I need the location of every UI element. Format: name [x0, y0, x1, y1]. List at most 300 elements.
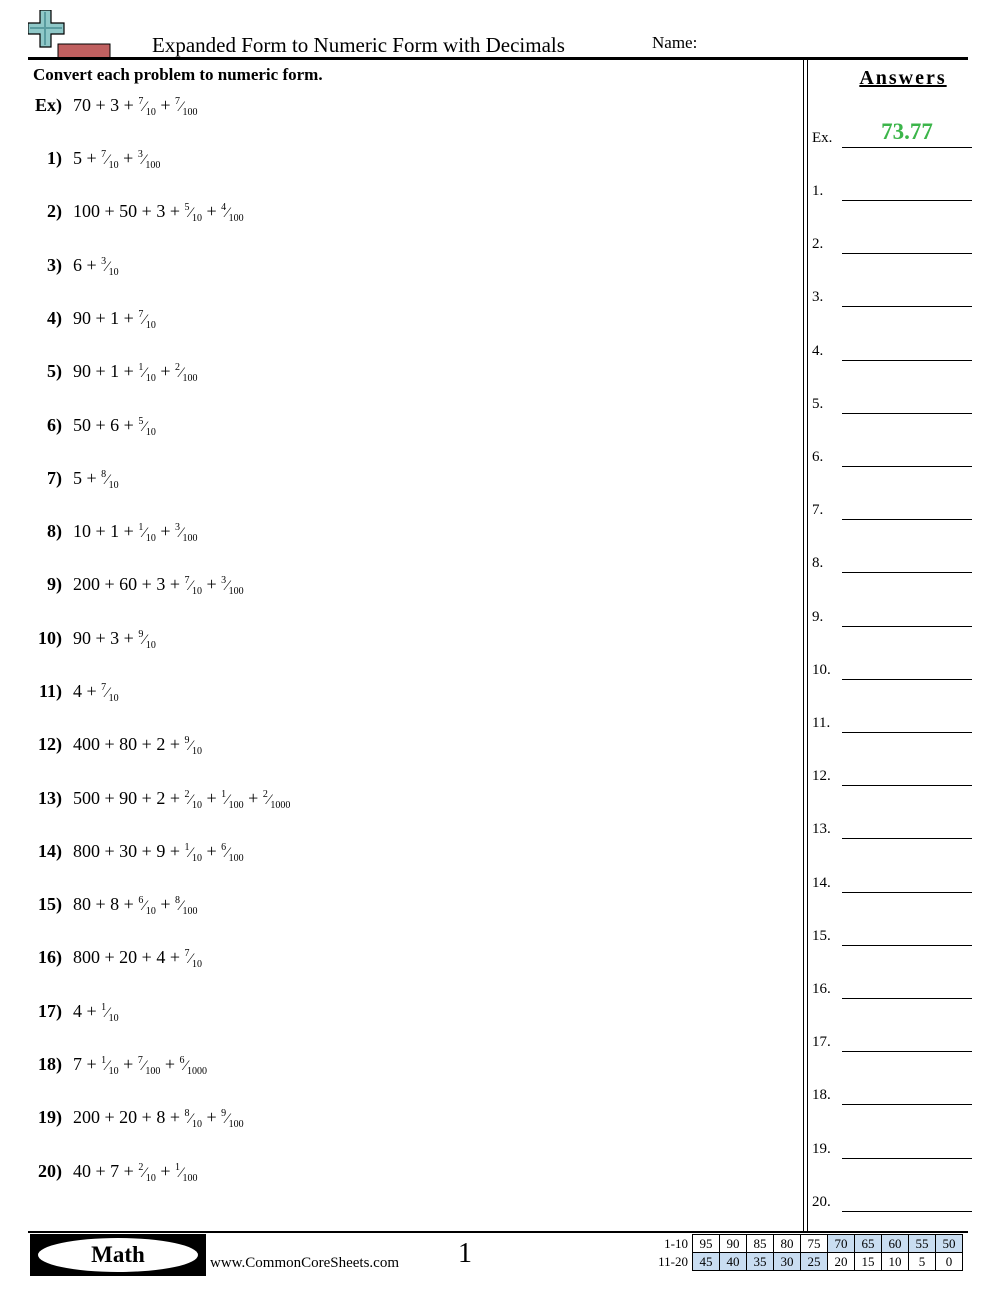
problem-number: 19)	[38, 1107, 62, 1127]
problem-row	[20, 1001, 119, 1031]
fraction-denominator: 100	[182, 1173, 198, 1184]
problem-row	[20, 415, 156, 445]
problem-number: 10)	[38, 628, 62, 648]
whole-term: 50	[73, 415, 91, 435]
answer-label: 1.	[812, 183, 824, 199]
answer-row	[812, 276, 972, 306]
score-cell: 15	[855, 1253, 882, 1271]
fraction-denominator: 100	[182, 906, 198, 917]
header-divider	[28, 57, 968, 60]
fraction-slash: ⁄	[189, 792, 192, 808]
answer-label: 10.	[812, 662, 831, 678]
fraction-denominator: 10	[145, 320, 156, 331]
fraction-denominator: 10	[191, 746, 202, 757]
fraction-numerator: 2	[184, 789, 190, 800]
fraction-term	[138, 415, 156, 438]
score-cell: 90	[720, 1235, 747, 1253]
fraction-slash: ⁄	[143, 898, 146, 914]
fraction-slash: ⁄	[143, 1165, 146, 1181]
fraction-numerator: 8	[174, 895, 180, 906]
whole-term: 200	[73, 574, 100, 594]
problem-row	[20, 788, 290, 818]
whole-term: 70	[73, 95, 91, 115]
score-cell: 5	[909, 1253, 936, 1271]
problem-number: 3)	[47, 255, 62, 275]
fraction-slash: ⁄	[184, 1058, 188, 1074]
fraction-numerator: 6	[221, 842, 227, 853]
problem-number: Ex)	[35, 95, 62, 115]
answer-row	[812, 330, 972, 360]
score-row	[640, 1235, 963, 1253]
fraction-term	[137, 148, 161, 171]
fraction-numerator: 4	[221, 202, 227, 213]
fraction-slash: ⁄	[143, 365, 146, 381]
answer-row	[812, 542, 972, 572]
answer-row	[812, 1181, 972, 1211]
score-row	[640, 1253, 963, 1271]
fraction-term	[184, 1107, 202, 1130]
fraction-slash: ⁄	[189, 205, 192, 221]
score-table	[640, 1234, 963, 1271]
problem-row	[20, 574, 244, 604]
whole-term: 3	[110, 628, 120, 648]
answer-blank-line[interactable]	[842, 998, 972, 999]
fraction-numerator: 2	[262, 789, 268, 800]
fraction-denominator: 10	[145, 427, 156, 438]
answer-label: Ex.	[812, 130, 833, 146]
fraction-term	[174, 361, 198, 384]
fraction-denominator: 100	[182, 373, 198, 384]
whole-term: 500	[73, 788, 100, 808]
answer-blank-line[interactable]	[842, 306, 972, 307]
fraction-slash: ⁄	[106, 152, 109, 168]
instructions: Convert each problem to numeric form.	[33, 65, 323, 84]
fraction-denominator: 10	[145, 373, 156, 384]
answer-row	[812, 968, 972, 998]
answer-label: 6.	[812, 449, 824, 465]
whole-term: 3	[156, 574, 166, 594]
score-cell: 80	[774, 1235, 801, 1253]
fraction-denominator: 100	[228, 213, 244, 224]
whole-term: 1	[110, 361, 120, 381]
fraction-denominator: 1000	[270, 800, 291, 811]
fraction-term	[184, 734, 202, 757]
whole-term: 800	[73, 947, 100, 967]
fraction-numerator: 3	[174, 522, 180, 533]
fraction-denominator: 10	[145, 107, 156, 118]
problem-number: 1)	[47, 148, 62, 168]
fraction-slash: ⁄	[226, 845, 229, 861]
whole-term: 50	[119, 201, 138, 221]
fraction-slash: ⁄	[143, 312, 146, 328]
answer-blank-line[interactable]	[842, 413, 972, 414]
fraction-denominator: 10	[145, 906, 156, 917]
problem-expression: $6 + ^3⁄_{10}$	[73, 255, 119, 278]
math-badge-label: Math	[38, 1238, 198, 1272]
problem-expression: $800 + 20 + 4 + ^7⁄_{10}$	[73, 947, 202, 970]
fraction-denominator: 10	[191, 800, 202, 811]
fraction-numerator: 7	[137, 1055, 143, 1066]
answer-label: 7.	[812, 502, 824, 518]
page-number: 1	[458, 1238, 472, 1269]
answer-value: 73.77	[881, 119, 933, 144]
problem-number: 16)	[38, 947, 62, 967]
fraction-numerator: 5	[184, 202, 190, 213]
problem-row	[20, 201, 244, 231]
whole-term: 2	[156, 734, 166, 754]
answer-blank-line[interactable]	[842, 572, 972, 573]
answer-blank-line[interactable]	[842, 892, 972, 893]
answer-blank-line[interactable]	[842, 253, 972, 254]
whole-term: 60	[119, 574, 138, 594]
score-cell: 20	[828, 1253, 855, 1271]
example-problem	[20, 95, 198, 125]
fraction-slash: ⁄	[189, 845, 192, 861]
fraction-denominator: 100	[228, 853, 244, 864]
whole-term: 7	[110, 1161, 120, 1181]
problem-row	[20, 468, 119, 498]
answer-row	[812, 436, 972, 466]
fraction-denominator: 10	[191, 853, 202, 864]
fraction-denominator: 10	[145, 640, 156, 651]
answer-label: 15.	[812, 928, 831, 944]
fraction-numerator: 7	[184, 575, 190, 586]
fraction-term	[138, 95, 156, 118]
fraction-slash: ⁄	[189, 951, 192, 967]
answer-row	[812, 170, 972, 200]
answer-blank-line[interactable]	[842, 1158, 972, 1159]
fraction-numerator: 1	[101, 1002, 107, 1013]
answer-blank-line[interactable]	[842, 626, 972, 627]
whole-term: 90	[73, 628, 91, 648]
answer-blank-line[interactable]	[842, 147, 972, 148]
answer-blank-line[interactable]	[842, 360, 972, 361]
fraction-denominator: 100	[182, 533, 198, 544]
problem-row	[20, 841, 244, 871]
fraction-numerator: 8	[101, 469, 107, 480]
fraction-slash: ⁄	[143, 632, 146, 648]
fraction-term	[138, 894, 156, 917]
answer-label: 5.	[812, 396, 824, 412]
fraction-numerator: 7	[101, 682, 107, 693]
answer-label: 3.	[812, 289, 824, 305]
fraction-numerator: 9	[184, 735, 190, 746]
whole-term: 80	[73, 894, 91, 914]
problem-row	[20, 521, 198, 551]
answer-label: 16.	[812, 981, 831, 997]
score-cell: 60	[882, 1235, 909, 1253]
whole-term: 90	[73, 361, 91, 381]
fraction-numerator: 1	[174, 1162, 180, 1173]
fraction-term	[184, 947, 202, 970]
answer-row	[812, 649, 972, 679]
answer-blank-line[interactable]	[842, 466, 972, 467]
answer-row	[812, 702, 972, 732]
answer-label: 2.	[812, 236, 824, 252]
answer-blank-line[interactable]	[842, 1104, 972, 1105]
problem-number: 13)	[38, 788, 62, 808]
problem-expression: $7 + ^1⁄_{10}$ + $^7⁄_{100}$ + $^6⁄_{1000}$	[73, 1054, 208, 1077]
fraction-term	[184, 841, 202, 864]
problem-row	[20, 1107, 244, 1137]
fraction-term	[101, 1001, 119, 1024]
whole-term: 5	[73, 468, 82, 488]
website-link[interactable]: www.CommonCoreSheets.com	[210, 1255, 400, 1271]
score-cell: 95	[693, 1235, 720, 1253]
whole-term: 6	[73, 255, 82, 275]
fraction-numerator: 2	[174, 362, 180, 373]
fraction-slash: ⁄	[142, 1058, 146, 1074]
fraction-term	[184, 201, 202, 224]
answer-label: 18.	[812, 1087, 831, 1103]
whole-term: 90	[73, 308, 91, 328]
answer-row	[812, 1128, 972, 1158]
answer-blank-line[interactable]	[842, 679, 972, 680]
problem-number: 20)	[38, 1161, 62, 1181]
score-cell: 0	[936, 1253, 963, 1271]
fraction-numerator: 1	[221, 789, 227, 800]
fraction-term	[184, 788, 202, 811]
fraction-denominator: 100	[228, 800, 244, 811]
fraction-slash: ⁄	[179, 525, 183, 541]
problem-expression: $80 + 8 + ^6⁄_{10}$ + $^8⁄_{100}$	[73, 894, 198, 917]
problem-row	[20, 361, 198, 391]
answer-blank-line[interactable]	[842, 945, 972, 946]
fraction-slash: ⁄	[106, 685, 109, 701]
score-cell: 10	[882, 1253, 909, 1271]
answer-blank-line[interactable]	[842, 838, 972, 839]
fraction-denominator: 10	[108, 693, 119, 704]
fraction-slash: ⁄	[106, 1058, 109, 1074]
fraction-slash: ⁄	[189, 738, 192, 754]
fraction-slash: ⁄	[143, 525, 146, 541]
fraction-slash: ⁄	[226, 792, 229, 808]
fraction-denominator: 10	[108, 160, 119, 171]
fraction-denominator: 10	[145, 533, 156, 544]
problem-expression: $5 + ^8⁄_{10}$	[73, 468, 119, 491]
fraction-numerator: 1	[101, 1055, 107, 1066]
answer-blank-line[interactable]	[842, 785, 972, 786]
fraction-slash: ⁄	[226, 1111, 229, 1127]
whole-term: 3	[156, 201, 166, 221]
problem-number: 11)	[38, 681, 62, 701]
score-range-label: 11-20	[658, 1253, 688, 1269]
answer-row	[812, 596, 972, 626]
fraction-term	[174, 1161, 198, 1184]
whole-term: 4	[156, 947, 166, 967]
fraction-numerator: 7	[101, 149, 107, 160]
fraction-denominator: 10	[108, 1066, 119, 1077]
problem-expression: $200 + 60 + 3 + ^7⁄_{10}$ + $^3⁄_{100}$	[73, 574, 244, 597]
answer-label: 11.	[812, 715, 831, 731]
name-label: Name:	[652, 33, 698, 52]
answer-blank-line[interactable]	[842, 732, 972, 733]
fraction-denominator: 10	[108, 267, 119, 278]
fraction-denominator: 10	[108, 480, 119, 491]
fraction-term	[262, 788, 291, 811]
answer-label: 17.	[812, 1034, 831, 1050]
fraction-term	[101, 1054, 119, 1077]
problem-number: 14)	[38, 841, 62, 861]
fraction-denominator: 100	[145, 160, 161, 171]
plus-sign-logo-icon	[28, 10, 112, 60]
problem-expression: $4 + ^1⁄_{10}$	[73, 1001, 119, 1024]
whole-term: 2	[156, 788, 166, 808]
whole-term: 90	[119, 788, 138, 808]
fraction-term	[101, 681, 119, 704]
fraction-slash: ⁄	[106, 1005, 109, 1021]
answer-blank-line[interactable]	[842, 1211, 972, 1212]
score-cell: 45	[693, 1253, 720, 1271]
answer-label: 13.	[812, 821, 831, 837]
fraction-term	[101, 255, 119, 278]
whole-term: 100	[73, 201, 100, 221]
fraction-term	[138, 521, 156, 544]
answer-blank-line[interactable]	[842, 1051, 972, 1052]
score-cell: 25	[801, 1253, 828, 1271]
fraction-numerator: 3	[101, 256, 107, 267]
problem-row	[20, 308, 156, 338]
fraction-denominator: 10	[191, 959, 202, 970]
problem-expression: $500 + 90 + 2 + ^2⁄_{10}$ + $^1⁄_{100}$ + $^2⁄_{1000}$	[73, 788, 291, 811]
problem-row	[20, 1161, 198, 1191]
whole-term: 10	[73, 521, 91, 541]
answer-label: 19.	[812, 1141, 831, 1157]
whole-term: 1	[110, 308, 120, 328]
fraction-term	[184, 574, 202, 597]
problem-expression: $400 + 80 + 2 + ^9⁄_{10}$	[73, 734, 202, 757]
answer-label: 14.	[812, 875, 831, 891]
answer-label: 12.	[812, 768, 831, 784]
whole-term: 9	[156, 841, 166, 861]
fraction-numerator: 9	[138, 629, 144, 640]
whole-term: 20	[119, 1107, 138, 1127]
whole-term: 6	[110, 415, 120, 435]
problem-row	[20, 255, 119, 285]
problem-number: 7)	[47, 468, 62, 488]
problem-row	[20, 947, 202, 977]
fraction-term	[138, 628, 156, 651]
fraction-term	[174, 95, 198, 118]
problem-expression: $4 + ^7⁄_{10}$	[73, 681, 119, 704]
answer-blank-line[interactable]	[842, 200, 972, 201]
fraction-numerator: 6	[179, 1055, 185, 1066]
problem-number: 8)	[47, 521, 62, 541]
fraction-term	[221, 201, 244, 224]
fraction-denominator: 100	[228, 1119, 244, 1130]
fraction-numerator: 7	[174, 96, 180, 107]
answer-row	[812, 1021, 972, 1051]
score-cell: 50	[936, 1235, 963, 1253]
whole-term: 800	[73, 841, 100, 861]
score-cell: 65	[855, 1235, 882, 1253]
answer-label: 9.	[812, 609, 824, 625]
score-cell: 75	[801, 1235, 828, 1253]
fraction-numerator: 6	[138, 895, 144, 906]
whole-term: 1	[110, 521, 120, 541]
problem-expression: $5 + ^7⁄_{10}$ + $^3⁄_{100}$	[73, 148, 161, 171]
fraction-slash: ⁄	[267, 792, 271, 808]
answer-row	[812, 755, 972, 785]
whole-term: 40	[73, 1161, 91, 1181]
whole-term: 30	[119, 841, 138, 861]
answer-blank-line[interactable]	[842, 519, 972, 520]
fraction-denominator: 100	[145, 1066, 161, 1077]
fraction-numerator: 9	[221, 1108, 227, 1119]
fraction-denominator: 10	[191, 213, 202, 224]
problem-row	[20, 148, 160, 178]
fraction-numerator: 1	[138, 522, 144, 533]
fraction-slash: ⁄	[143, 419, 146, 435]
fraction-numerator: 8	[184, 1108, 190, 1119]
fraction-numerator: 1	[138, 362, 144, 373]
answer-row	[812, 223, 972, 253]
problem-number: 4)	[47, 308, 62, 328]
fraction-term	[221, 574, 244, 597]
fraction-term	[221, 841, 244, 864]
fraction-numerator: 7	[138, 96, 144, 107]
fraction-slash: ⁄	[179, 99, 183, 115]
fraction-term	[221, 788, 244, 811]
problem-number: 18)	[38, 1054, 62, 1074]
problem-number: 15)	[38, 894, 62, 914]
footer-divider	[28, 1231, 968, 1233]
whole-term: 8	[156, 1107, 166, 1127]
fraction-slash: ⁄	[106, 259, 109, 275]
problem-expression: $70 + 3 + ^7⁄_{10}$ + $^7⁄_{100}$	[73, 95, 198, 118]
fraction-numerator: 2	[138, 1162, 144, 1173]
problem-expression: $90 + 1 + ^7⁄_{10}$	[73, 308, 156, 331]
fraction-term	[138, 1161, 156, 1184]
problem-number: 12)	[38, 734, 62, 754]
problem-row	[20, 628, 156, 658]
fraction-denominator: 10	[191, 586, 202, 597]
problem-number: 5)	[47, 361, 62, 381]
answer-row	[812, 1074, 972, 1104]
whole-term: 4	[73, 681, 82, 701]
fraction-denominator: 1000	[187, 1066, 208, 1077]
answer-label: 4.	[812, 343, 824, 359]
fraction-term	[221, 1107, 244, 1130]
whole-term: 20	[119, 947, 138, 967]
score-cell: 85	[747, 1235, 774, 1253]
fraction-slash: ⁄	[106, 472, 109, 488]
fraction-slash: ⁄	[226, 205, 229, 221]
worksheet-title: Expanded Form to Numeric Form with Decimals	[152, 33, 565, 57]
fraction-slash: ⁄	[189, 578, 192, 594]
fraction-term	[137, 1054, 161, 1077]
problem-number: 17)	[38, 1001, 62, 1021]
fraction-slash: ⁄	[189, 1111, 192, 1127]
fraction-term	[174, 521, 198, 544]
fraction-term	[138, 361, 156, 384]
score-cell: 35	[747, 1253, 774, 1271]
fraction-numerator: 1	[184, 842, 190, 853]
problem-expression: $800 + 30 + 9 + ^1⁄_{10}$ + $^6⁄_{100}$	[73, 841, 244, 864]
problem-expression: $100 + 50 + 3 + ^5⁄_{10}$ + $^4⁄_{100}$	[73, 201, 244, 224]
problem-expression: $10 + 1 + ^1⁄_{10}$ + $^3⁄_{100}$	[73, 521, 198, 544]
problem-expression: $50 + 6 + ^5⁄_{10}$	[73, 415, 156, 438]
score-range-label: 1-10	[664, 1235, 688, 1251]
fraction-slash: ⁄	[179, 1165, 183, 1181]
answer-label: 20.	[812, 1194, 831, 1210]
problem-number: 9)	[47, 574, 62, 594]
whole-term: 80	[119, 734, 138, 754]
fraction-slash: ⁄	[226, 578, 229, 594]
fraction-slash: ⁄	[143, 99, 146, 115]
fraction-term	[179, 1054, 208, 1077]
fraction-numerator: 5	[138, 416, 144, 427]
